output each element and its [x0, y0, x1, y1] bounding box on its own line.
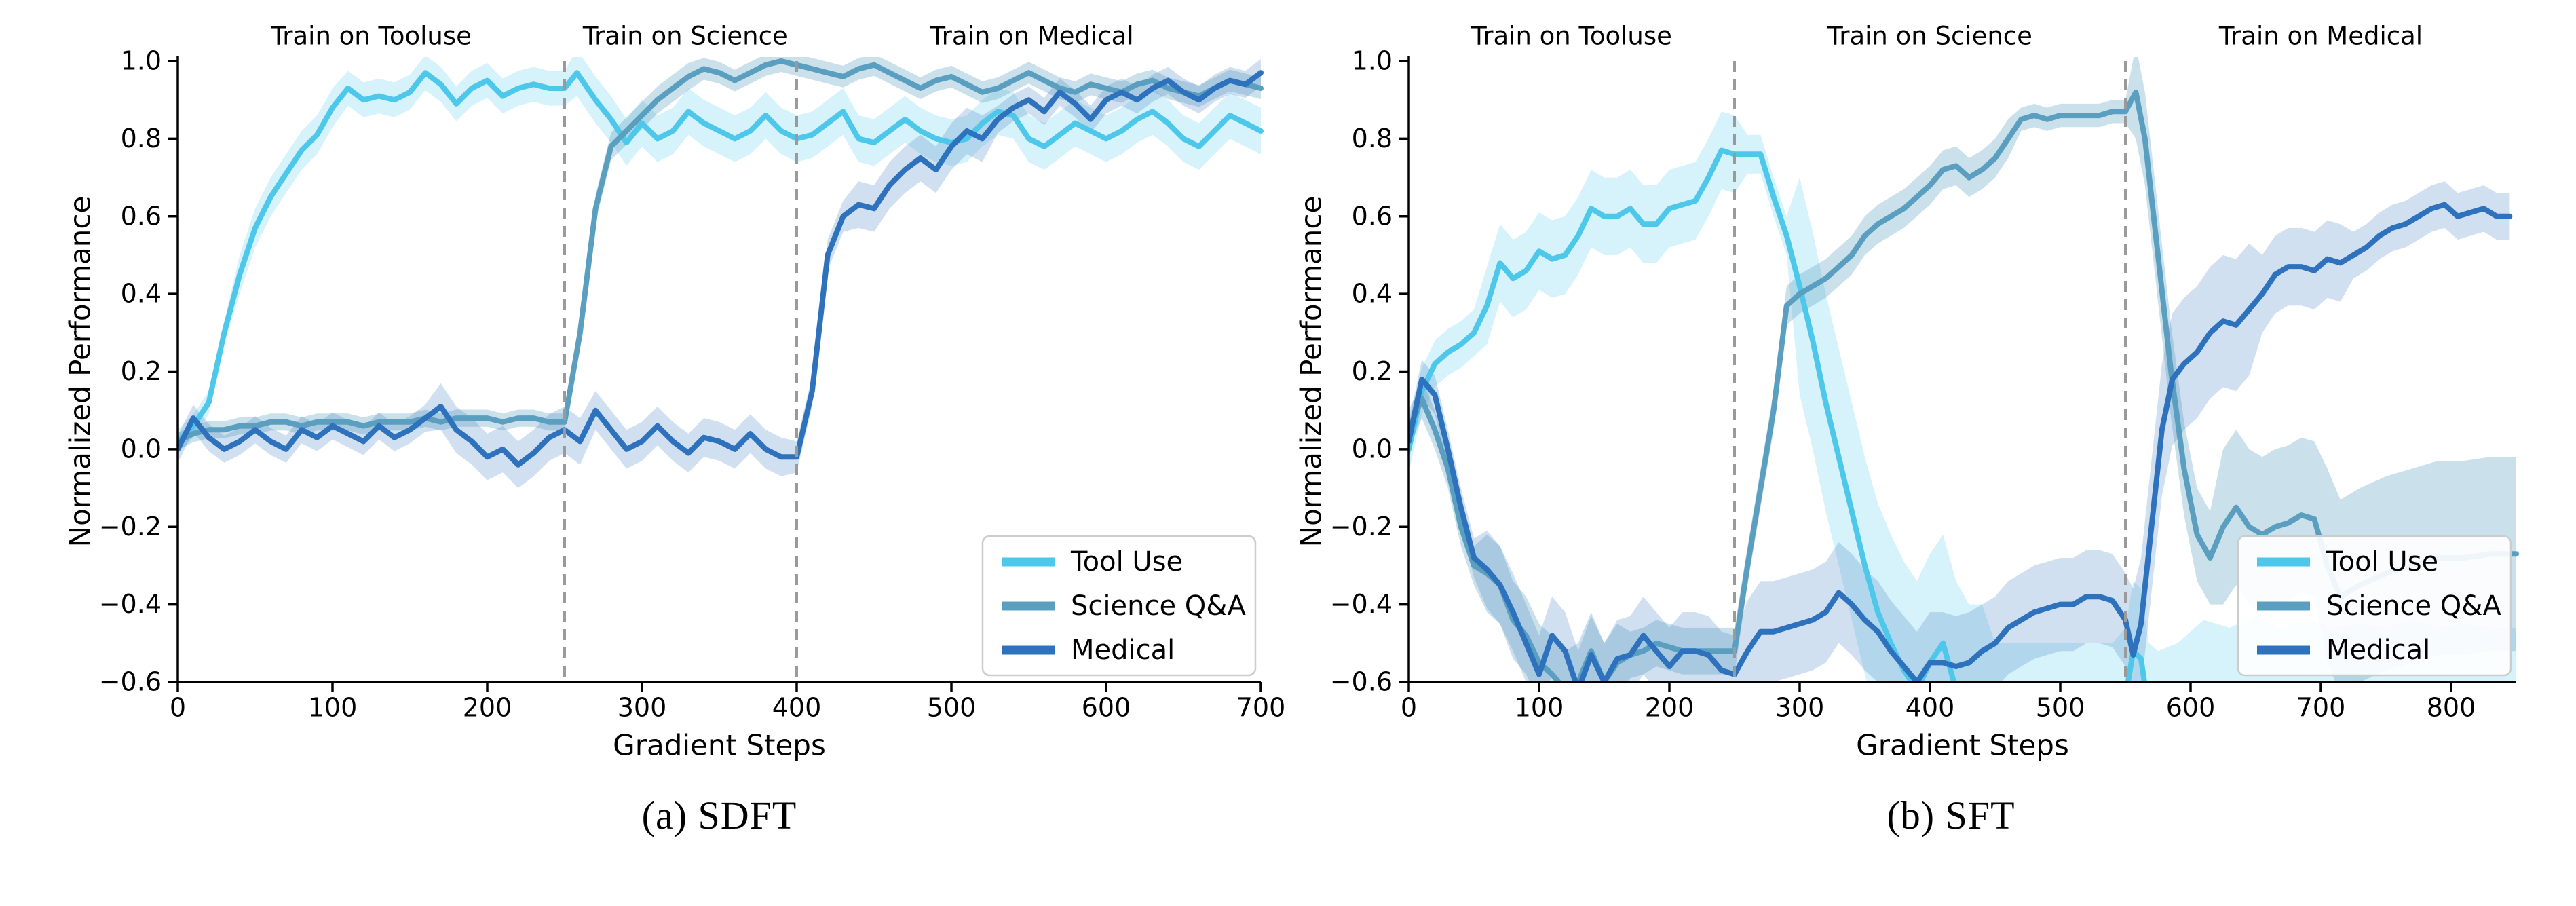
- sdft-xtick-label: 400: [772, 692, 822, 723]
- sft-xlabel: Gradient Steps: [1856, 728, 2069, 762]
- sdft-xtick-label: 100: [307, 692, 358, 723]
- sft-ytick-label: 1.0: [1351, 45, 1393, 76]
- sdft-xtick-label: 600: [1081, 692, 1131, 723]
- legend-label-tool-use: Tool Use: [2326, 546, 2439, 578]
- sft-xtick-label: 400: [1905, 692, 1955, 723]
- sft-annotation-train-on-medical: Train on Medical: [2218, 21, 2423, 51]
- legend-label-medical: Medical: [2326, 635, 2431, 666]
- sdft-ytick-label: 0.0: [120, 434, 162, 464]
- legend-label-medical: Medical: [1071, 635, 1175, 666]
- sft-ytick-label: −0.2: [1329, 511, 1393, 542]
- legend-label-tool-use: Tool Use: [1071, 546, 1183, 578]
- caption-sft: (b) SFT: [1887, 793, 2015, 837]
- sft-annotation-train-on-science: Train on Science: [1827, 21, 2032, 51]
- legend-label-science-q-a: Science Q&A: [1071, 590, 1246, 622]
- sft-ytick-label: 0.6: [1351, 201, 1393, 231]
- sdft-ytick-label: 0.2: [120, 356, 162, 386]
- sdft-xtick-label: 500: [926, 692, 977, 723]
- sdft-xtick-label: 200: [462, 692, 512, 723]
- sdft-annotation-train-on-medical: Train on Medical: [930, 21, 1134, 51]
- caption-sdft: (a) SDFT: [641, 793, 797, 837]
- sdft-ylabel: Normalized Performance: [63, 195, 97, 548]
- sdft-ytick-label: −0.4: [98, 589, 162, 620]
- sdft-annotation-train-on-science: Train on Science: [582, 21, 788, 51]
- sft-xtick-label: 500: [2035, 692, 2085, 723]
- sft-ytick-label: 0.0: [1351, 434, 1393, 464]
- sft-ylabel: Normalized Performance: [1294, 195, 1328, 548]
- chart-sft: [1295, 22, 2517, 822]
- sdft-ytick-label: 0.6: [120, 201, 162, 231]
- sft-ytick-label: 0.4: [1351, 278, 1393, 309]
- sft-ytick-label: 0.8: [1351, 123, 1393, 153]
- sdft-ytick-label: −0.6: [98, 666, 162, 697]
- sdft-ytick-label: 0.4: [120, 278, 162, 309]
- sdft-xtick-label: 0: [169, 692, 187, 723]
- sdft-ytick-label: 1.0: [120, 45, 162, 76]
- sft-xtick-label: 100: [1514, 692, 1564, 723]
- sft-ytick-label: 0.2: [1351, 356, 1393, 386]
- sft-xtick-label: 200: [1644, 692, 1694, 723]
- sdft-annotation-train-on-tooluse: Train on Tooluse: [271, 21, 472, 51]
- sft-xtick-label: 300: [1775, 692, 1825, 723]
- sdft-plot-area: [178, 50, 1261, 488]
- sft-ytick-label: −0.4: [1329, 589, 1393, 620]
- sft-annotation-train-on-tooluse: Train on Tooluse: [1471, 21, 1672, 51]
- sft-xtick-label: 800: [2426, 692, 2476, 723]
- sft-xtick-label: 0: [1400, 692, 1418, 723]
- sdft-xtick-label: 700: [1236, 692, 1286, 723]
- chart-sdft: [64, 22, 1286, 762]
- sft-xtick-label: 700: [2296, 692, 2346, 723]
- sft-ytick-label: −0.6: [1329, 666, 1393, 697]
- sft-band-tool-use: [1409, 111, 2516, 822]
- sdft-xlabel: Gradient Steps: [613, 728, 826, 762]
- sft-legend: [2238, 536, 2511, 675]
- sdft-ytick-label: 0.8: [120, 123, 162, 153]
- sdft-xtick-label: 300: [617, 692, 667, 723]
- sft-xtick-label: 600: [2165, 692, 2216, 723]
- sft-plot-area: [1409, 45, 2516, 822]
- sdft-legend: [983, 536, 1255, 675]
- legend-label-science-q-a: Science Q&A: [2326, 590, 2501, 622]
- sdft-ytick-label: −0.2: [98, 511, 162, 542]
